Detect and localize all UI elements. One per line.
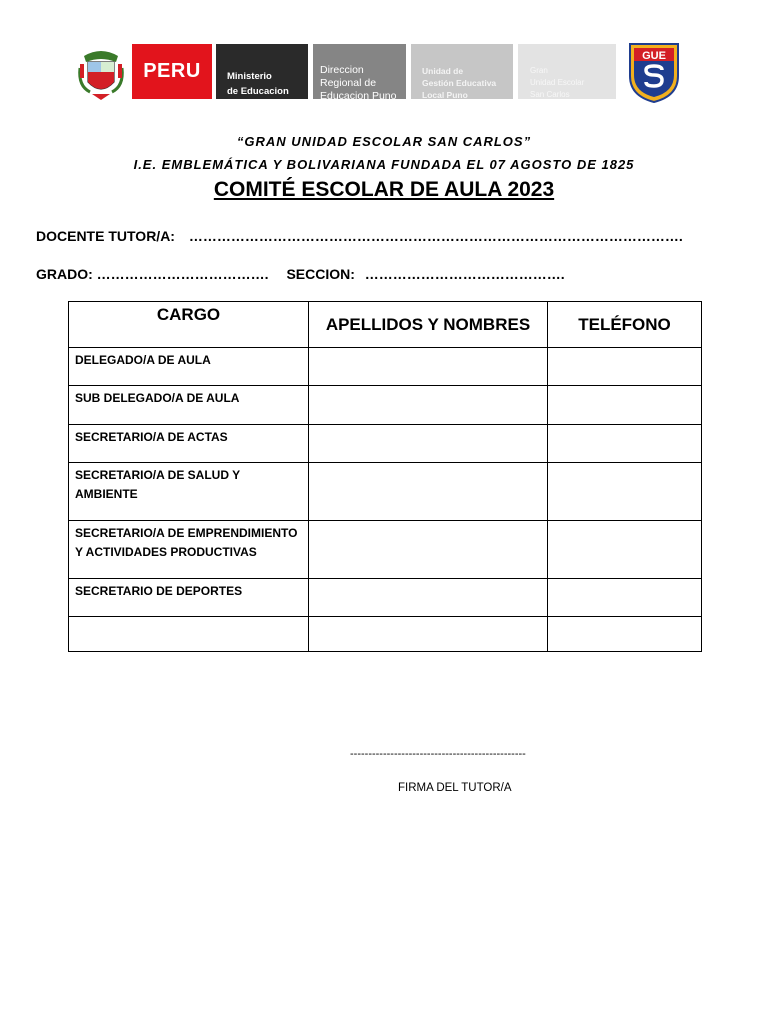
table-row: [69, 521, 702, 579]
docente-line: [36, 228, 683, 244]
ministerio-logo: [216, 44, 308, 99]
gue-san-carlos-logo: [518, 44, 616, 99]
table-row: [69, 579, 702, 617]
gue-shield-icon: [626, 40, 682, 104]
peru-logo: [132, 44, 212, 99]
table-header-row: [69, 302, 702, 348]
cargo-cell: SECRETARIO/A DE ACTAS: [69, 425, 309, 463]
docente-label: DOCENTE TUTOR/A:: [36, 228, 175, 244]
table-row: [69, 348, 702, 386]
nombres-cell[interactable]: [309, 386, 548, 425]
telefono-cell[interactable]: [548, 617, 702, 652]
column-header-telefono: TELÉFONO: [548, 302, 702, 348]
nombres-cell[interactable]: [309, 521, 548, 579]
telefono-cell[interactable]: [548, 521, 702, 579]
peru-logo-label: PERU: [143, 60, 201, 82]
grado-seccion-line: [36, 266, 565, 282]
ugel-puno-logo-label: Unidad de Gestión Educativa Local Puno: [422, 66, 497, 100]
telefono-cell[interactable]: [548, 463, 702, 521]
grado-label: GRADO:: [36, 266, 93, 282]
nombres-cell[interactable]: [309, 579, 548, 617]
gue-san-carlos-logo-label: Gran Unidad Escolar San Carlos: [530, 66, 585, 99]
telefono-cell[interactable]: [548, 579, 702, 617]
column-header-nombres: APELLIDOS Y NOMBRES: [309, 302, 548, 348]
nombres-cell[interactable]: [309, 617, 548, 652]
cargo-cell: SECRETARIO/A DE SALUD Y AMBIENTE: [69, 463, 309, 521]
telefono-cell[interactable]: [548, 425, 702, 463]
page-title: COMITÉ ESCOLAR DE AULA 2023: [213, 178, 555, 201]
comite-table: [68, 301, 702, 652]
dre-puno-logo: [313, 44, 406, 102]
cargo-cell: SECRETARIO/A DE EMPRENDIMIENTO Y ACTIVIDADES PRODUCTIVAS: [69, 521, 309, 579]
signature-line: ------------------------------------------------: [350, 748, 526, 760]
school-name: “GRAN UNIDAD ESCOLAR SAN CARLOS”: [236, 134, 532, 149]
logo-banner: [76, 40, 686, 104]
signature-label: FIRMA DEL TUTOR/A: [398, 782, 512, 794]
table-row: [69, 617, 702, 652]
seccion-field[interactable]: …………………………………….: [364, 266, 565, 282]
telefono-cell[interactable]: [548, 348, 702, 386]
cargo-cell[interactable]: [69, 617, 309, 652]
table-row: [69, 386, 702, 425]
grado-field[interactable]: ……………………………….: [96, 266, 269, 282]
cargo-cell: SUB DELEGADO/A DE AULA: [69, 386, 309, 425]
nombres-cell[interactable]: [309, 463, 548, 521]
ugel-puno-logo: [411, 44, 513, 99]
gue-shield-text: GUE: [642, 50, 666, 62]
table-row: [69, 425, 702, 463]
telefono-cell[interactable]: [548, 386, 702, 425]
cargo-cell: SECRETARIO DE DEPORTES: [69, 579, 309, 617]
school-subtitle: I.E. EMBLEMÁTICA Y BOLIVARIANA FUNDADA EL 07 AGOSTO DE 1825: [133, 157, 635, 172]
docente-field[interactable]: …………………………………………………………………………………………….: [188, 228, 683, 244]
nombres-cell[interactable]: [309, 425, 548, 463]
nombres-cell[interactable]: [309, 348, 548, 386]
peru-crest-icon: [76, 42, 126, 102]
ministerio-logo-label: Ministerio de Educacion: [227, 71, 289, 97]
seccion-label: SECCION:: [286, 266, 355, 282]
cargo-cell: DELEGADO/A DE AULA: [69, 348, 309, 386]
dre-puno-logo-label: Direccion Regional de Educacion Puno: [320, 64, 397, 102]
table-row: [69, 463, 702, 521]
column-header-cargo: CARGO: [69, 302, 309, 348]
